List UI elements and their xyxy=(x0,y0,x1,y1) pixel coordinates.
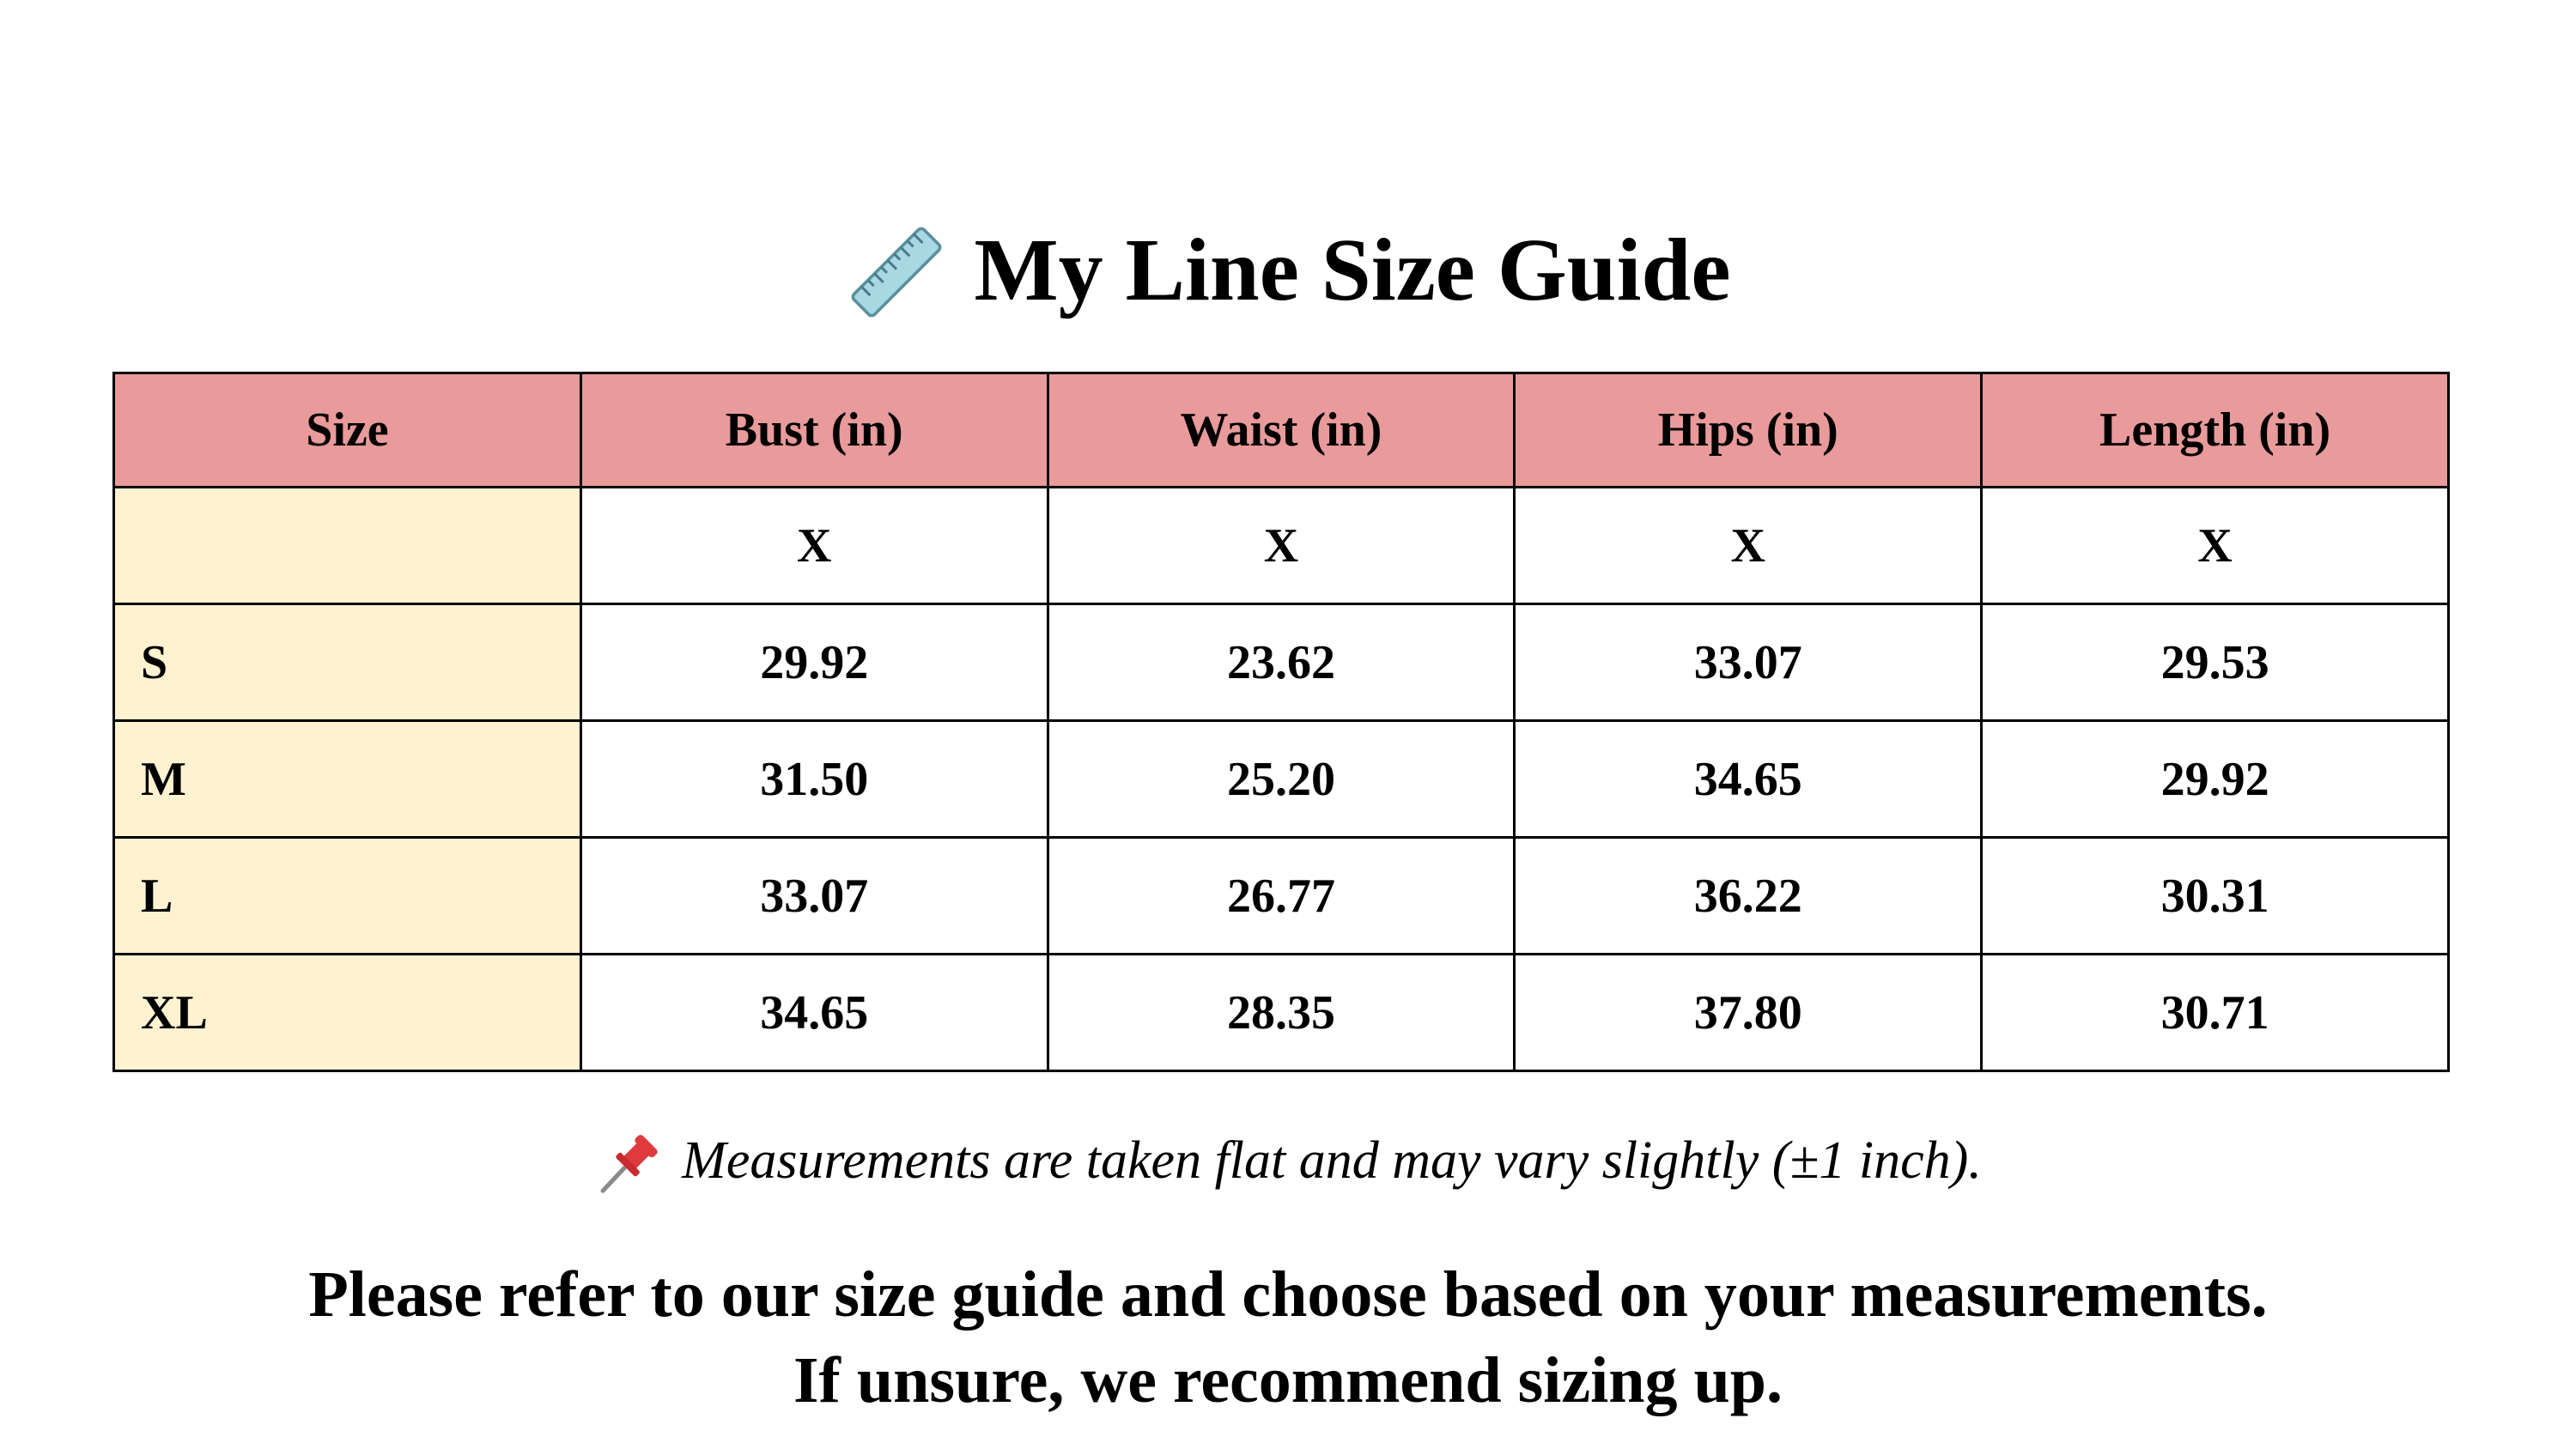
size-label-cell: XL xyxy=(114,955,581,1071)
advice-line: If unsure, we recommend sizing up. xyxy=(793,1344,1783,1416)
table-cell: 31.50 xyxy=(580,721,1048,838)
table-cell: X xyxy=(1515,488,1982,604)
table-cell: 23.62 xyxy=(1048,604,1515,721)
page-title xyxy=(0,219,2576,330)
header-cell: Bust (in) xyxy=(580,373,1048,488)
pushpin-icon xyxy=(594,1125,666,1197)
header-cell: Hips (in) xyxy=(1515,373,1982,488)
table-cell: 36.22 xyxy=(1515,838,1982,955)
table-cell: 29.53 xyxy=(1982,604,2449,721)
size-label-cell: M xyxy=(114,721,581,838)
table-cell: 30.71 xyxy=(1982,955,2449,1071)
table-cell: X xyxy=(1048,488,1515,604)
table-cell: X xyxy=(1982,488,2449,604)
table-cell: 34.65 xyxy=(580,955,1048,1071)
measurement-note xyxy=(0,1122,2576,1202)
sizing-advice xyxy=(0,1252,2576,1423)
header-cell: Waist (in) xyxy=(1048,373,1515,488)
table-cell: 26.77 xyxy=(1048,838,1515,955)
table-row xyxy=(114,955,2449,1071)
table-cell: 33.07 xyxy=(1515,604,1982,721)
size-chart-table xyxy=(112,372,2450,1072)
size-label-cell: L xyxy=(114,838,581,955)
header-cell: Size xyxy=(114,373,581,488)
placeholder-row xyxy=(114,488,2449,604)
table-cell: 34.65 xyxy=(1515,721,1982,838)
table-cell: 29.92 xyxy=(580,604,1048,721)
table-row xyxy=(114,604,2449,721)
table-cell: 37.80 xyxy=(1515,955,1982,1071)
size-label-cell: S xyxy=(114,604,581,721)
table-cell: 33.07 xyxy=(580,838,1048,955)
table-cell: 30.31 xyxy=(1982,838,2449,955)
advice-line: Please refer to our size guide and choose based on your measurements. xyxy=(308,1258,2268,1331)
table-cell xyxy=(114,488,581,604)
table-cell: X xyxy=(580,488,1048,604)
header-cell: Length (in) xyxy=(1982,373,2449,488)
table-row xyxy=(114,721,2449,838)
table-cell: 25.20 xyxy=(1048,721,1515,838)
table-cell: 28.35 xyxy=(1048,955,1515,1071)
ruler-icon xyxy=(845,221,948,324)
header-row xyxy=(114,373,2449,488)
title-text: My Line Size Guide xyxy=(974,221,1731,319)
note-text: Measurements are taken flat and may vary slightly (±1 inch). xyxy=(682,1131,1982,1190)
table-cell: 29.92 xyxy=(1982,721,2449,838)
table-row xyxy=(114,838,2449,955)
